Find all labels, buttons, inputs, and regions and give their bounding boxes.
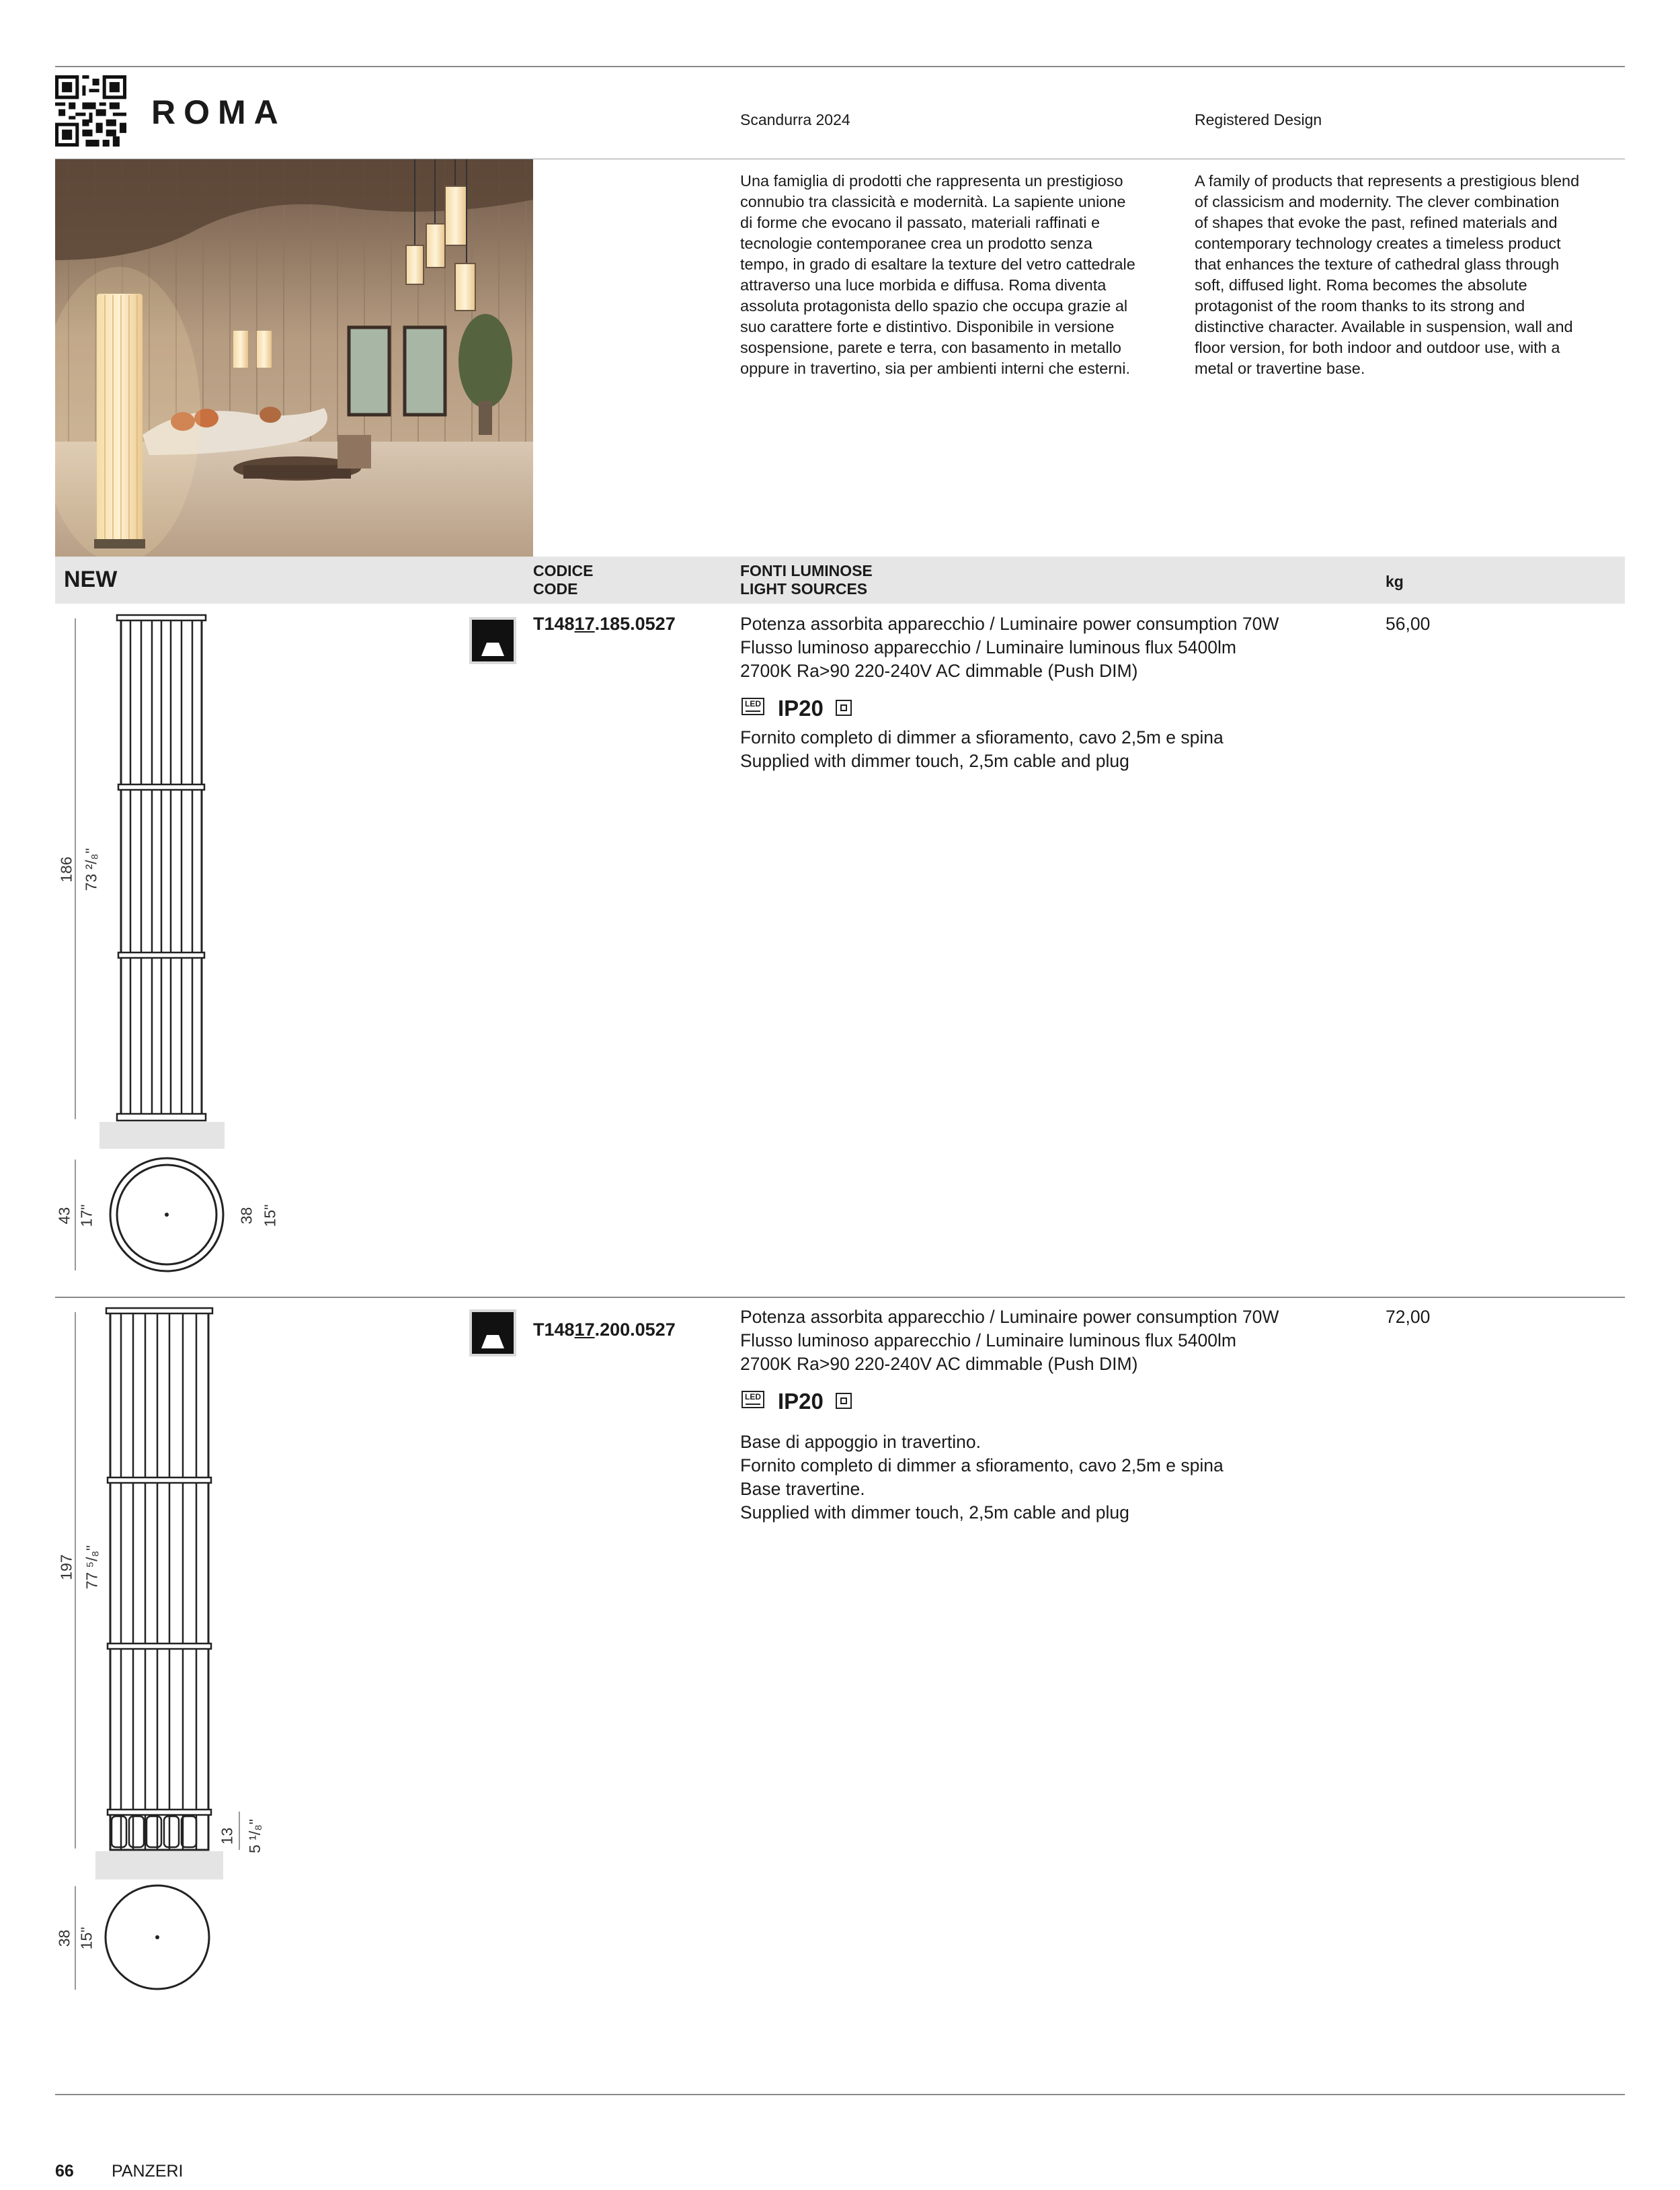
registered-label: Registered Design: [1195, 111, 1322, 128]
led-icon: LED: [742, 1391, 764, 1408]
product-2-diameter-in: 15": [77, 1927, 95, 1950]
product-2-diameter-cm: 38: [55, 1929, 73, 1947]
light-sources-column-header: FONTI LUMINOSE LIGHT SOURCES: [740, 562, 873, 598]
designer-label: Scandurra 2024: [740, 111, 850, 128]
product-2-height-cm: 197: [57, 1554, 75, 1580]
top-rule: [55, 66, 1625, 67]
product-1-code[interactable]: T14817.185.0527: [533, 614, 676, 634]
hero-photo: [55, 159, 533, 557]
product-2-notes: Base di appoggio in travertino. Fornito completo di dimmer a sfioramento, cavo 2,5m e spina Base travertine. Supplied with dimmer touch, 2,5m cable and plug: [740, 1432, 1224, 1523]
product-1-diameter-cm: 43: [55, 1207, 73, 1225]
product-title: ROMA: [151, 93, 286, 131]
product-1-inner-cm: 38: [237, 1207, 255, 1225]
product-1-inner-in: 15": [261, 1204, 279, 1227]
product-1-height-in: 73 ²/₈": [82, 848, 100, 891]
product-2-code[interactable]: T14817.200.0527: [533, 1320, 676, 1340]
product-2-drawing: [55, 1304, 277, 2000]
product-1-notes: Fornito completo di dimmer a sfioramento, cavo 2,5m e spina Supplied with dimmer touch, 2,5m cable and plug: [740, 727, 1224, 771]
class-ii-icon: [836, 1393, 852, 1409]
product-1-weight: 56,00: [1386, 614, 1431, 634]
product-2-ip-rating: IP20: [778, 1389, 824, 1414]
product-1-height-cm: 186: [57, 856, 75, 883]
kg-column-header: kg: [1386, 573, 1404, 590]
floor-lamp-icon: [469, 617, 516, 664]
footer-rule: [55, 2094, 1625, 2095]
new-label: NEW: [64, 567, 118, 592]
led-icon: LED: [742, 698, 764, 715]
code-column-header: CODICE CODE: [533, 562, 594, 598]
product-1-diameter-in: 17": [77, 1204, 95, 1227]
page-number: 66: [55, 2162, 74, 2181]
product-2-height-in: 77 ⁵/₈": [83, 1545, 101, 1590]
product-2-base-in: 5 ¹/₈": [245, 1819, 264, 1853]
class-ii-icon: [836, 700, 852, 716]
description-english: A family of products that represents a prestigious blend of classicism and modernity. The clever combination of shapes that evoke the past, refined materials and contemporary technology creates a timeless product that enhances the texture of cathedral glass through soft, diffused light. Roma becomes the absolute protagonist of the room thanks to its strong and distinctive character. Available in suspension, wall and floor version, for both indoor and outdoor use, with a metal or travertine base.: [1195, 172, 1580, 377]
product-2-base-cm: 13: [218, 1827, 236, 1845]
description-italian: Una famiglia di prodotti che rappresenta un prestigioso connubio tra classicità e modernità. La sapiente unione di forme che evocano il passato, materiali raffinati e tecnologie contemporanee crea un prodotto senza tempo, in grado di esaltare la texture del vetro cattedrale attraverso una luce morbida e diffusa. Roma diventa assoluta protagonista dello spazio che occupa grazie al suo carattere forte e distintivo. Disponibile in versione sospensione, parete e terra, con basamento in metallo oppure in travertino, sia per ambienti interni che esterni.: [740, 172, 1135, 377]
product-2-specs: Potenza assorbita apparecchio / Luminaire power consumption 70W Flusso luminoso apparecchio / Luminaire luminous flux 5400lm 2700K Ra>90 220-240V AC dimmable (Push DIM): [740, 1307, 1279, 1374]
product-separator: [55, 1297, 1625, 1298]
product-1-drawing: [55, 608, 257, 1284]
product-1-ip-rating: IP20: [778, 696, 824, 721]
product-1-specs: Potenza assorbita apparecchio / Luminaire power consumption 70W Flusso luminoso apparecchio / Luminaire luminous flux 5400lm 2700K Ra>90 220-240V AC dimmable (Push DIM): [740, 614, 1279, 681]
floor-lamp-icon: [469, 1309, 516, 1356]
qr-code-icon[interactable]: [55, 75, 126, 147]
brand-name: PANZERI: [112, 2162, 184, 2181]
product-2-weight: 72,00: [1386, 1307, 1431, 1327]
